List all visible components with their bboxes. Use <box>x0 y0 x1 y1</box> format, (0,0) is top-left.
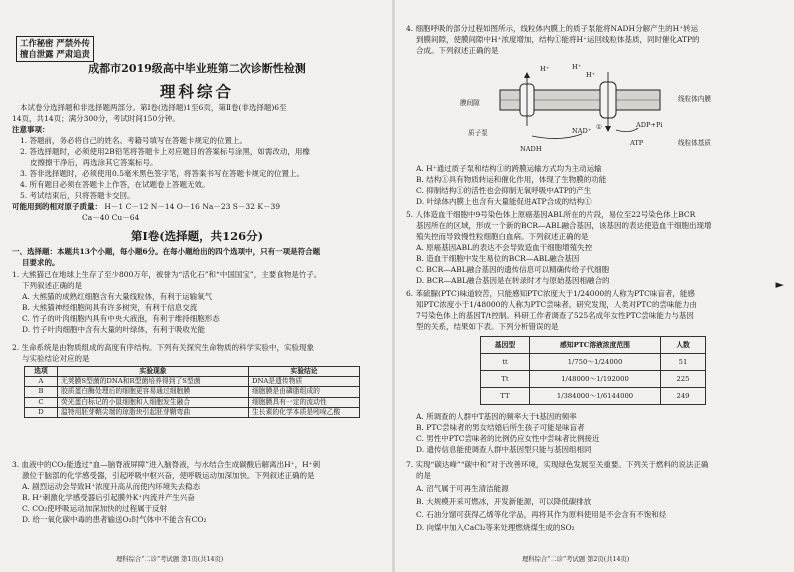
table-cell: tt <box>481 354 530 371</box>
table-cell: TT <box>481 388 530 405</box>
table-row <box>25 407 360 417</box>
table-cell: D <box>25 407 58 417</box>
table-cell: 细胞膜是由磷脂组成的 <box>249 387 360 397</box>
table-cell: 1/48000～1/192000 <box>530 371 661 388</box>
label-nad: NAD⁺ <box>572 127 592 135</box>
q5-option: C. BCR—ABL融合基因的遗传信息可以精确传给子代细胞 <box>416 265 610 274</box>
table-row <box>25 377 360 387</box>
q6-option: B. PTC尝味者的男女结婚后所生孩子可能是味盲者 <box>416 423 585 432</box>
stamp-line-1: 工作秘密 严禁外传 <box>20 38 90 48</box>
table-header: 实验现象 <box>58 367 249 377</box>
note-item: 皮擦擦干净后，再选涂其它答案标号。 <box>30 158 158 167</box>
table-cell: Tt <box>481 371 530 388</box>
table-row <box>25 387 360 397</box>
q3-option: D. 给一氧化碳中毒的患者输送O₂时气体中不能含有CO₂ <box>22 515 207 524</box>
label-structure-one: ① <box>596 123 602 131</box>
q1-option: B. 大熊猫神经细胞间具有许多树突，有利于信息交流 <box>22 303 198 312</box>
intro-line: 14页，共14页；满分300分，考试时间150分钟。 <box>12 114 180 123</box>
q1-option: C. 竹子的叶肉细胞内具有中央大液泡，有利于维持细胞形态 <box>22 314 220 323</box>
page-footer-left: 理科综合“二诊”考试题 第1页(共14页) <box>116 556 224 563</box>
table-cell: 温特用胚芽鞘尖端的琼脂块引起胚芽鞘弯曲 <box>58 407 249 417</box>
label-adp: ADP+Pi <box>636 121 663 129</box>
table-cell: DNA是遗传物质 <box>249 377 360 387</box>
page-turn-arrow-icon: ► <box>775 278 784 291</box>
table-cell: 胶质蛋白酶处理后的细胞更容易通过细胞膜 <box>58 387 249 397</box>
table-cell: 1/384000～1/6144000 <box>530 388 661 405</box>
q3-option: A. 剧烈运动会导致H⁺浓度升高从而使内环境失去稳态 <box>22 482 201 491</box>
q6-option: C. 男性中PTC尝味者的比例仍应女性中尝味者比例接近 <box>416 434 600 443</box>
subject-title: 理科综合 <box>159 82 234 101</box>
q5-stem: 基因所在的区域，形成一个新的BCR—ABL融合基因，该基因的表达使造血干细胞出现增 <box>416 221 712 230</box>
q6-table <box>480 336 706 405</box>
q3-stem: 3. 血液中的CO₂能透过“血—脑脊液屏障”进入脑脊液，与水结合生成碳酸后解离出H⁺，H⁺刺 <box>12 460 321 469</box>
table-row <box>481 354 706 371</box>
q7-stem: 7. 实现“碳达峰”“碳中和”对于改善环境，实现绿色发展至关重要。下列关于燃料的说法正确 <box>406 460 709 469</box>
q7-stem: 的是 <box>416 471 431 480</box>
exam-title: 成都市2019级高中毕业班第二次诊断性检测 <box>88 62 306 75</box>
table-cell: 细胞膜具有一定的流动性 <box>249 397 360 407</box>
q6-stem: 7号染色体上的基因T/t控制。科研工作者调查了525名成年女性PTC尝味能力与基因 <box>416 311 694 320</box>
pump-arrowhead <box>524 72 530 78</box>
table-header: 实验结论 <box>249 367 360 377</box>
section-intro: 目要求的。 <box>22 258 60 267</box>
q4-option: B. 结构①具有物质转运和催化作用，体现了生物膜的功能 <box>416 175 607 184</box>
label-h-plus: H⁺ <box>540 65 550 73</box>
q2-stem: 2. 生命系统是由物质组成的高度有序结构。下列有关探究生命物质的科学实验中，实验现象 <box>12 343 315 352</box>
atp-arrow <box>616 128 638 132</box>
atomic-masses <box>12 202 280 212</box>
table-header-row <box>25 367 360 377</box>
q2-stem: 与实验结论对应的是 <box>22 354 90 363</box>
q3-option: B. H⁺刺激化学感受器后引起膜外K⁺内流并产生兴奋 <box>22 493 195 502</box>
table-cell: 无荚膜S型菌的DNA和R型菌培养得到了S型菌 <box>58 377 249 387</box>
q4-option: A. H⁺通过质子泵和结构①的跨膜运输方式均为主动运输 <box>416 164 602 173</box>
q5-option: B. 造血干细胞中发生易位的BCR—ABL融合基因 <box>416 254 580 263</box>
q7-option: A. 沼气属于可再生清洁能源 <box>416 484 509 493</box>
q4-stem: 合成。下列叙述正确的是 <box>416 46 499 55</box>
q6-option: D. 遗传信息能使调查人群中基因型只能与基因组相同 <box>416 445 592 454</box>
q6-option: A. 所调查的人群中T基因的频率大于t基因的频率 <box>416 412 577 421</box>
table-header: 基因型 <box>481 337 530 354</box>
table-header: 选项 <box>25 367 58 377</box>
q4-option: D. 叶绿体内膜上也含有大量能促进ATP合成的结构① <box>416 197 592 206</box>
table-row <box>25 397 360 407</box>
page-footer-right: 理科综合“二诊”考试题 第2页(共14页) <box>522 556 630 563</box>
table-cell: 51 <box>661 354 706 371</box>
table-header: 感知PTC溶液浓度范围 <box>530 337 661 354</box>
q1-stem: 1. 大熊猫已在地球上生存了至少800万年，被誉为“活化石”和“中国国宝”，主要食物是竹子。 <box>12 270 322 279</box>
note-item: 5. 考试结束后，只将答题卡交回。 <box>20 191 135 200</box>
q1-option: A. 大熊猫的成熟红细胞含有大量线粒体，有利于运输氧气 <box>22 292 213 301</box>
atomic-line-1: H－1 C－12 N－14 O－16 Na－23 S－32 K－39 <box>104 202 280 211</box>
table-cell: 荧光蛋白标记的小鼠细胞和人细胞发生融合 <box>58 397 249 407</box>
notes-title: 注意事项： <box>12 125 50 134</box>
page-fold <box>392 0 395 572</box>
q4-option: C. 抑制结构①的活性也会抑制无氧呼吸中ATP的产生 <box>416 186 592 195</box>
table-cell: A <box>25 377 58 387</box>
q4-stem: 4. 细胞呼吸的部分过程如图所示，线粒体内膜上的质子泵能将NADH分解产生的H⁺转运 <box>406 24 699 33</box>
label-proton-pump: 质子泵 <box>468 129 488 137</box>
atomic-line-2: Ca－40 Cu－64 <box>82 213 140 222</box>
q7-option: D. 向煤中加入CaCl₂等来处理燃烧煤生成的SO₂ <box>416 523 575 532</box>
note-item: 3. 答非选择题时，必须使用0.5毫米黑色签字笔，将答案书写在答题卡规定的位置上。 <box>20 169 304 178</box>
q6-stem: 知PTC浓度小于1/48000的人称为PTC尝味者。研究发现，人类对PTC的尝味能力由 <box>416 300 698 309</box>
note-item: 4. 所有题目必须在答题卡上作答，在试题卷上答题无效。 <box>20 180 210 189</box>
intro-line: 本试卷分选择题和非选择题两部分。第Ⅰ卷(选择题)1至6页，第Ⅱ卷(非选择题)6至 <box>20 103 287 112</box>
label-matrix: 线粒体基质 <box>678 139 711 147</box>
label-h-plus: H⁺ <box>586 71 596 79</box>
membrane-figure <box>460 58 760 160</box>
note-item: 1. 答题前，务必将自己的姓名、考籍号填写在答题卡规定的位置上。 <box>20 136 248 145</box>
q6-stem: 型的关系，结果如下表。下列分析错误的是 <box>416 322 559 331</box>
label-nadh: NADH <box>520 145 542 153</box>
q3-stem: 激位于脑部的化学感受器，引起呼吸中枢兴奋，使呼吸运动加深加快。下列叙述正确的是 <box>22 471 315 480</box>
label-intermembrane: 膜间隙 <box>460 99 480 107</box>
note-item: 2. 答选择题时，必须使用2B铅笔将答题卡上对应题目的答案标号涂黑，如需改动，用橡 <box>20 147 310 156</box>
q5-option: D. BCR—ABL融合基因是在转录时才与原始基因相融合的 <box>416 276 610 285</box>
q5-stem: 5. 人体造血干细胞中9号染色体上原癌基因ABL所在的片段，易位至22号染色体上BCR <box>406 210 696 219</box>
q1-stem: 下列叙述正确的是 <box>22 281 82 290</box>
q7-option: C. 石油分馏可获得乙烯等化学品，再将其作为原料使用是不会含有不饱和烃 <box>416 510 667 519</box>
section-intro: 一、选择题：本题共13个小题，每小题6分。在每小题给出的四个选项中，只有一项是符合题 <box>12 247 321 256</box>
q5-stem: 殖失控而导致慢性粒细胞白血病。下列叙述正确的是 <box>416 232 589 241</box>
table-header-row <box>481 337 706 354</box>
q4-stem: 到膜间隙，使膜间隙中H⁺浓度增加，结构①能将H⁺运回线粒体基质，同时催化ATP的 <box>416 35 700 44</box>
q1-option: D. 竹子叶肉细胞中含有大量的叶绿体，有利于吸收光能 <box>22 325 206 334</box>
table-cell: 225 <box>661 371 706 388</box>
atomic-label: 可能用到的相对原子质量： <box>12 202 102 211</box>
q6-stem: 6. 苯硫脲(PTC)味道较苦，只能感知PTC浓度大于1/24000的人称为PTC味盲者，能感 <box>406 289 695 298</box>
table-cell: B <box>25 387 58 397</box>
q2-table <box>24 366 360 418</box>
table-cell: C <box>25 397 58 407</box>
table-row <box>481 371 706 388</box>
q3-option: C. CO₂使呼吸运动加深加快的过程属于反射 <box>22 504 168 513</box>
label-atp: ATP <box>630 139 644 147</box>
synthase-arrowhead <box>605 126 611 132</box>
right-page <box>402 0 786 572</box>
label-h-plus: H⁺ <box>572 63 582 71</box>
table-cell: 249 <box>661 388 706 405</box>
table-cell: 生长素的化学本质是吲哚乙酸 <box>249 407 360 417</box>
left-page <box>6 0 388 572</box>
table-row <box>481 388 706 405</box>
table-cell: 1/750～1/24000 <box>530 354 661 371</box>
confidential-stamp <box>16 36 94 62</box>
q5-option: A. 原癌基因ABL的表达不会导致造血干细胞增殖失控 <box>416 243 593 252</box>
q7-option: B. 大规模开采可燃冰，开发新能源，可以降低碳排放 <box>416 497 592 506</box>
table-header: 人数 <box>661 337 706 354</box>
section-title: 第Ⅰ卷(选择题，共126分) <box>130 229 264 243</box>
mitochondria-diagram <box>460 58 760 153</box>
stamp-line-2: 擅自泄露 严肃追责 <box>20 49 90 59</box>
label-inner-membrane: 线粒体内膜 <box>678 95 711 103</box>
